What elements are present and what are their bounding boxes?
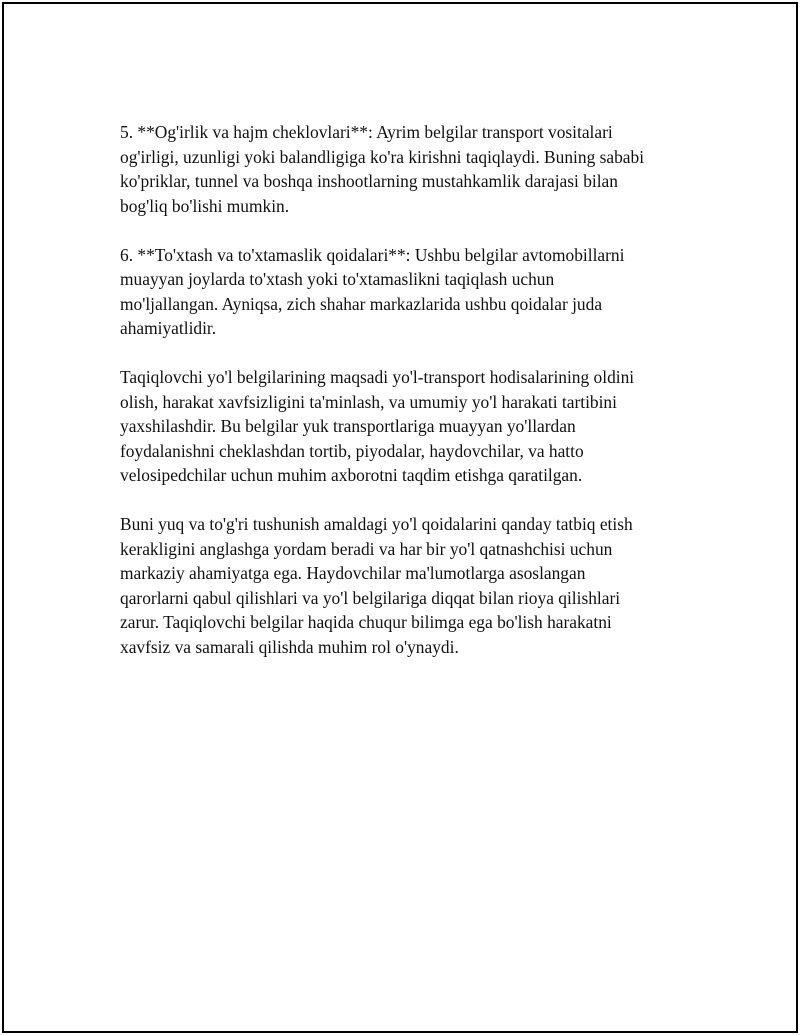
page-border xyxy=(2,2,798,1033)
document-body xyxy=(120,120,680,684)
text-line: muayyan joylarda to'xtash yoki to'xtamaslikni taqiqlash uchun xyxy=(120,269,555,289)
text-line: markaziy ahamiyatga ega. Haydovchilar ma'lumotlarga asoslangan xyxy=(120,563,586,583)
text-line: ahamiyatlidir. xyxy=(120,318,217,338)
text-line: yaxshilashdir. Bu belgilar yuk transportlariga muayyan yo'llardan xyxy=(120,416,576,436)
text-line: xavfsiz va samarali qilishda muhim rol o'ynaydi. xyxy=(120,636,459,657)
text-line: bog'liq bo'lishi mumkin. xyxy=(120,195,290,216)
paragraph-purpose xyxy=(120,365,680,488)
paragraph-weight-limits xyxy=(120,120,680,218)
text-line: foydalanishni cheklashdan tortib, piyodalar, haydovchilar, va hatto xyxy=(120,440,584,461)
text-line: kerakligini anglashga yordam beradi va har bir yo'l qatnashchisi uchun xyxy=(120,538,613,559)
text-line: qarorlarni qabul qilishlari va yo'l belgilariga diqqat bilan rioya qilishlari xyxy=(120,587,621,608)
text-line: og'irligi, uzunligi yoki balandligiga ko'ra kirishni taqiqlaydi. Buning sababi xyxy=(120,146,645,167)
text-line: olish, harakat xavfsizligini ta'minlash, va umumiy yo'l harakati tartibini xyxy=(120,391,617,412)
text-line: zarur. Taqiqlovchi belgilar haqida chuqur bilimga ega bo'lish harakatni xyxy=(120,612,612,632)
text-line: mo'ljallangan. Ayniqsa, zich shahar markazlarida ushbu qoidalar juda xyxy=(120,293,603,314)
text-line: Taqiqlovchi yo'l belgilarining maqsadi yo'l-transport hodisalarining oldini xyxy=(120,367,635,387)
text-line: velosipedchilar uchun muhim axborotni taqdim etishga qaratilgan. xyxy=(120,465,583,485)
paragraph-conclusion xyxy=(120,512,680,659)
text-line: ko'priklar, tunnel va boshqa inshootlarning mustahkamlik darajasi bilan xyxy=(120,171,618,191)
text-line: Buni yuq va to'g'ri tushunish amaldagi yo'l qoidalarini qanday tatbiq etish xyxy=(120,514,633,534)
text-line: 6. **To'xtash va to'xtamaslik qoidalari**: Ushbu belgilar avtomobillarni xyxy=(120,244,625,265)
paragraph-parking-rules xyxy=(120,243,680,341)
text-line: 5. **Og'irlik va hajm cheklovlari**: Ayrim belgilar transport vositalari xyxy=(120,122,613,142)
